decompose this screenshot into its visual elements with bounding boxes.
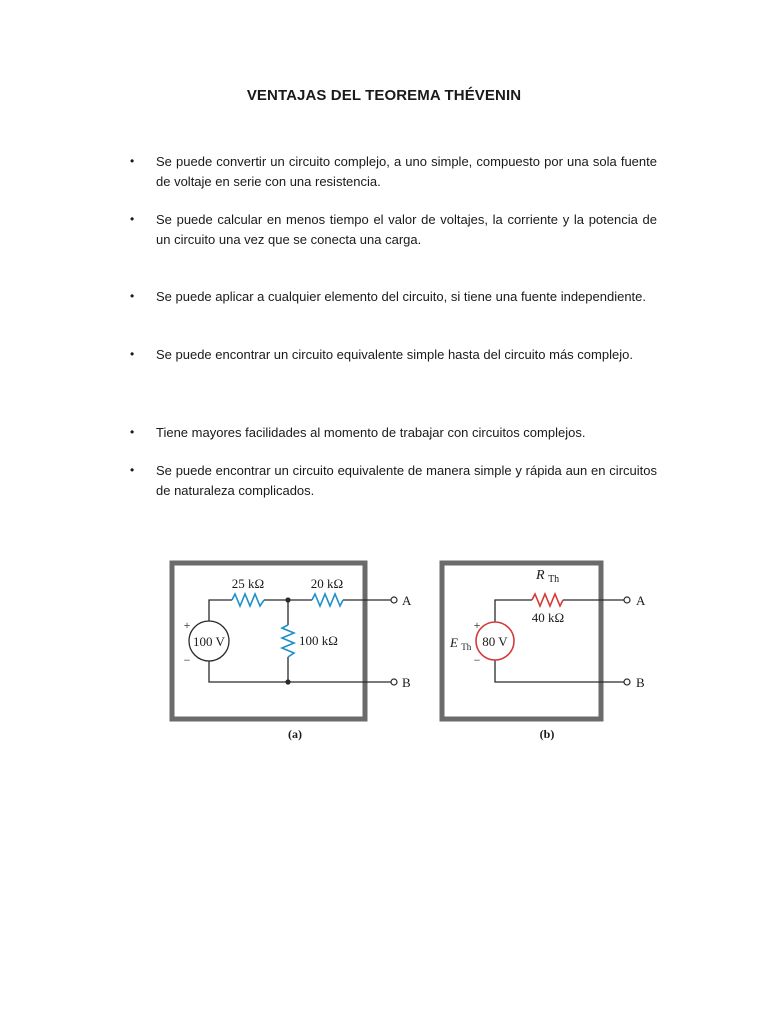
list-item-text: Se puede calcular en menos tiempo el valor de voltajes, la corriente y la potencia de un circuito una vez que se conecta una carga. [156, 212, 657, 247]
bullet-icon: • [130, 463, 135, 477]
terminal-a-label: A [636, 593, 646, 608]
plus-sign: + [473, 618, 481, 632]
circuit-a [172, 563, 412, 741]
terminal-b [391, 679, 397, 685]
bullet-icon: • [130, 425, 135, 439]
eth-symbol: E [450, 635, 458, 650]
list-item-text: Se puede encontrar un circuito equivalente de manera simple y rápida aun en circuitos de naturaleza complicados. [156, 463, 657, 498]
list-item-text: Tiene mayores facilidades al momento de trabajar con circuitos complejos. [156, 425, 586, 440]
resistor-100k [282, 625, 294, 657]
plus-sign: + [183, 618, 191, 632]
r2-label: 20 kΩ [310, 576, 344, 591]
eth-subscript: Th [461, 642, 472, 652]
terminal-a-label: A [402, 593, 412, 608]
terminal-b-label: B [636, 675, 645, 690]
circuit-b [442, 563, 646, 741]
minus-sign: − [183, 653, 191, 667]
list-item-text: Se puede encontrar un circuito equivalente simple hasta del circuito más complejo. [156, 347, 633, 362]
bullet-icon: • [130, 154, 135, 168]
resistor-40k [532, 594, 563, 606]
minus-sign: − [473, 653, 481, 667]
terminal-a [624, 597, 630, 603]
r3-label: 100 kΩ [299, 633, 338, 648]
page-title: VENTAJAS DEL TEOREMA THÉVENIN [246, 87, 522, 104]
source-value-a: 100 V [193, 634, 225, 649]
rth-symbol: R [536, 568, 545, 583]
bullet-icon: • [130, 347, 135, 361]
caption-b: (b) [539, 727, 555, 741]
node-dot [285, 597, 290, 602]
terminal-b [624, 679, 630, 685]
resistor-25k [232, 594, 264, 606]
source-value-b: 80 V [482, 634, 508, 649]
terminal-a [391, 597, 397, 603]
resistor-20k [312, 594, 343, 606]
list-item-text: Se puede convertir un circuito complejo, a uno simple, compuesto por una sola fuente de voltaje en serie con una resistencia. [156, 154, 657, 189]
eth-label [449, 635, 472, 652]
r-value-label: 40 kΩ [531, 610, 565, 625]
list-item-text: Se puede aplicar a cualquier elemento del circuito, si tiene una fuente independiente. [156, 289, 647, 304]
node-dot [285, 679, 290, 684]
terminal-b-label: B [402, 675, 411, 690]
rth-label [535, 568, 559, 585]
caption-a: (a) [288, 727, 302, 741]
circuit-b-frame [442, 563, 601, 719]
rth-subscript: Th [548, 574, 560, 585]
bullet-icon: • [130, 212, 135, 226]
bullet-icon: • [130, 289, 135, 303]
r1-label: 25 kΩ [231, 576, 265, 591]
